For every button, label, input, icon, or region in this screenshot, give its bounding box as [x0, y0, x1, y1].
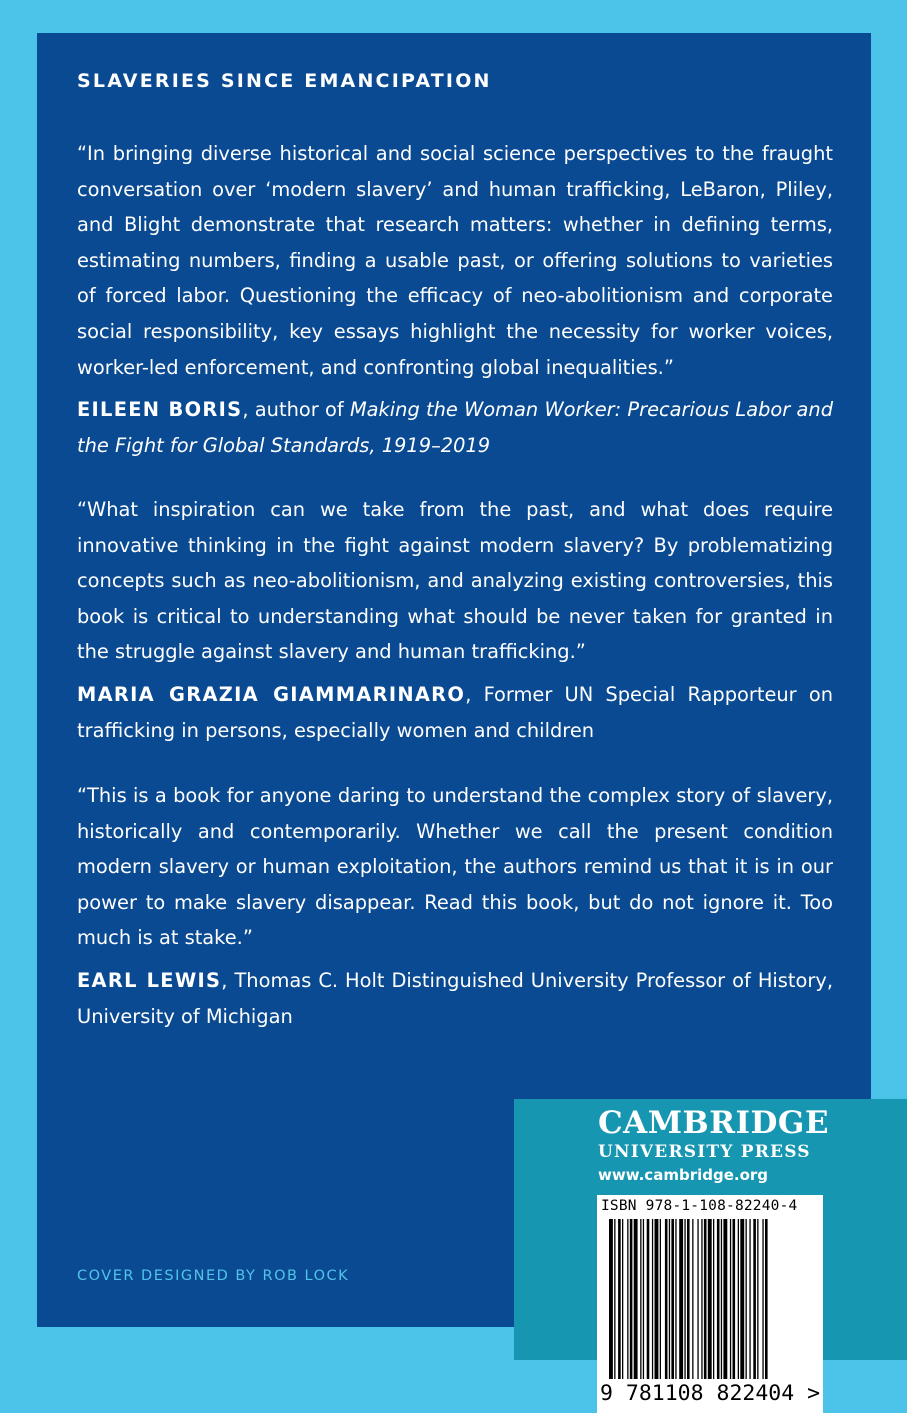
barcode-bar [730, 1219, 731, 1379]
endorser-work: Making the Woman Worker: Precarious Labor and the Fight for Global Standards, 1919–2019 [77, 398, 834, 457]
barcode-bar [652, 1219, 653, 1379]
barcode-bar [692, 1219, 693, 1379]
barcode-bar [701, 1219, 702, 1379]
barcode-bar [708, 1219, 712, 1379]
isbn-label: ISBN 978-1-108-82240-4 [601, 1198, 798, 1214]
barcode [597, 1195, 823, 1413]
series-title: SLAVERIES SINCE EMANCIPATION [77, 70, 492, 92]
barcode-bar [746, 1219, 747, 1379]
barcode-bar [671, 1219, 674, 1379]
barcode-bar [640, 1219, 641, 1379]
barcode-bars [601, 1219, 819, 1387]
barcode-bar [609, 1219, 613, 1379]
endorsement-attribution-2 [77, 677, 833, 748]
barcode-bar [704, 1219, 707, 1379]
barcode-bar [762, 1219, 763, 1379]
barcode-bar [738, 1219, 739, 1379]
barcode-bar [713, 1219, 714, 1379]
barcode-bar [697, 1219, 698, 1379]
barcode-digits: 9 781108 822404 > [600, 1381, 821, 1406]
barcode-bar [675, 1219, 676, 1379]
barcode-bar [757, 1219, 758, 1379]
barcode-bar [684, 1219, 685, 1379]
barcode-bar [740, 1219, 744, 1379]
barcode-bar [733, 1219, 736, 1379]
barcode-bar [643, 1219, 644, 1379]
barcode-bar [647, 1219, 650, 1379]
barcode-bar [622, 1219, 623, 1379]
endorsement-attribution-1 [77, 392, 833, 463]
endorsement-quote-3: “This is a book for anyone daring to understand the complex story of slavery, historically and contemporarily. Whether we call the present condition modern slavery or human exploitation, the authors remind us that it is in our power to make slavery disappear. Read this book, but do not ignore it. Too much is at stake.” [77, 784, 833, 950]
endorser-name: MARIA GRAZIA GIAMMARINARO [77, 683, 466, 706]
cover-credit: COVER DESIGNED BY ROB LOCK [77, 1268, 350, 1284]
barcode-bar [721, 1219, 722, 1379]
barcode-bar [669, 1219, 670, 1379]
barcode-bar [665, 1219, 668, 1379]
endorser-role: , Thomas C. Holt Distinguished University Professor of History, University of Michigan [77, 969, 833, 1028]
publisher-logo-name: CAMBRIDGE [598, 1105, 829, 1141]
barcode-bar [723, 1219, 727, 1379]
endorsement-quote-1: “In bringing diverse historical and social science perspectives to the fraught conversation over ‘modern slavery’ and human trafficking, LeBaron, Pliley, and Blight demonstrate that research matters: whether in defining terms, estimating numbers, finding a usable past, or offering solutions to varieties of forced labor. Questioning the efficacy of neo-abolitionism and corporate social responsibility, key essays highlight the necessity for worker voices, worker-led enforcement, and confronting global inequalities.” [77, 142, 833, 379]
endorser-name: EILEEN BORIS [77, 398, 243, 421]
barcode-bar [627, 1219, 628, 1379]
barcode-bar [679, 1219, 683, 1379]
barcode-bar [660, 1219, 661, 1379]
barcode-bar [717, 1219, 720, 1379]
publisher-logo-press: UNIVERSITY PRESS [598, 1142, 811, 1162]
barcode-bar [614, 1219, 615, 1379]
barcode-bar [687, 1219, 690, 1379]
barcode-bar [765, 1219, 768, 1379]
endorser-role: , Former UN Special Rapporteur on trafficking in persons, especially women and children [77, 683, 834, 742]
publisher-block [514, 1099, 907, 1406]
endorser-name: EARL LEWIS [77, 969, 222, 992]
endorsement-quote-2: “What inspiration can we take from the past, and what does require innovative thinking in the fight against modern slavery? By problematizing concepts such as neo-abolitionism, and analyzing existing controversies, this book is critical to understanding what should be never taken for granted in the struggle against slavery and human trafficking.” [77, 498, 833, 664]
endorser-role: , author of [242, 398, 350, 421]
barcode-bar [655, 1219, 659, 1379]
barcode-bar [618, 1219, 621, 1379]
endorsement-attribution-3 [77, 963, 833, 1034]
barcode-bar [753, 1219, 756, 1379]
barcode-bar [634, 1219, 638, 1379]
barcode-bar [630, 1219, 633, 1379]
publisher-url: www.cambridge.org [598, 1166, 769, 1184]
barcode-bar [749, 1219, 750, 1379]
